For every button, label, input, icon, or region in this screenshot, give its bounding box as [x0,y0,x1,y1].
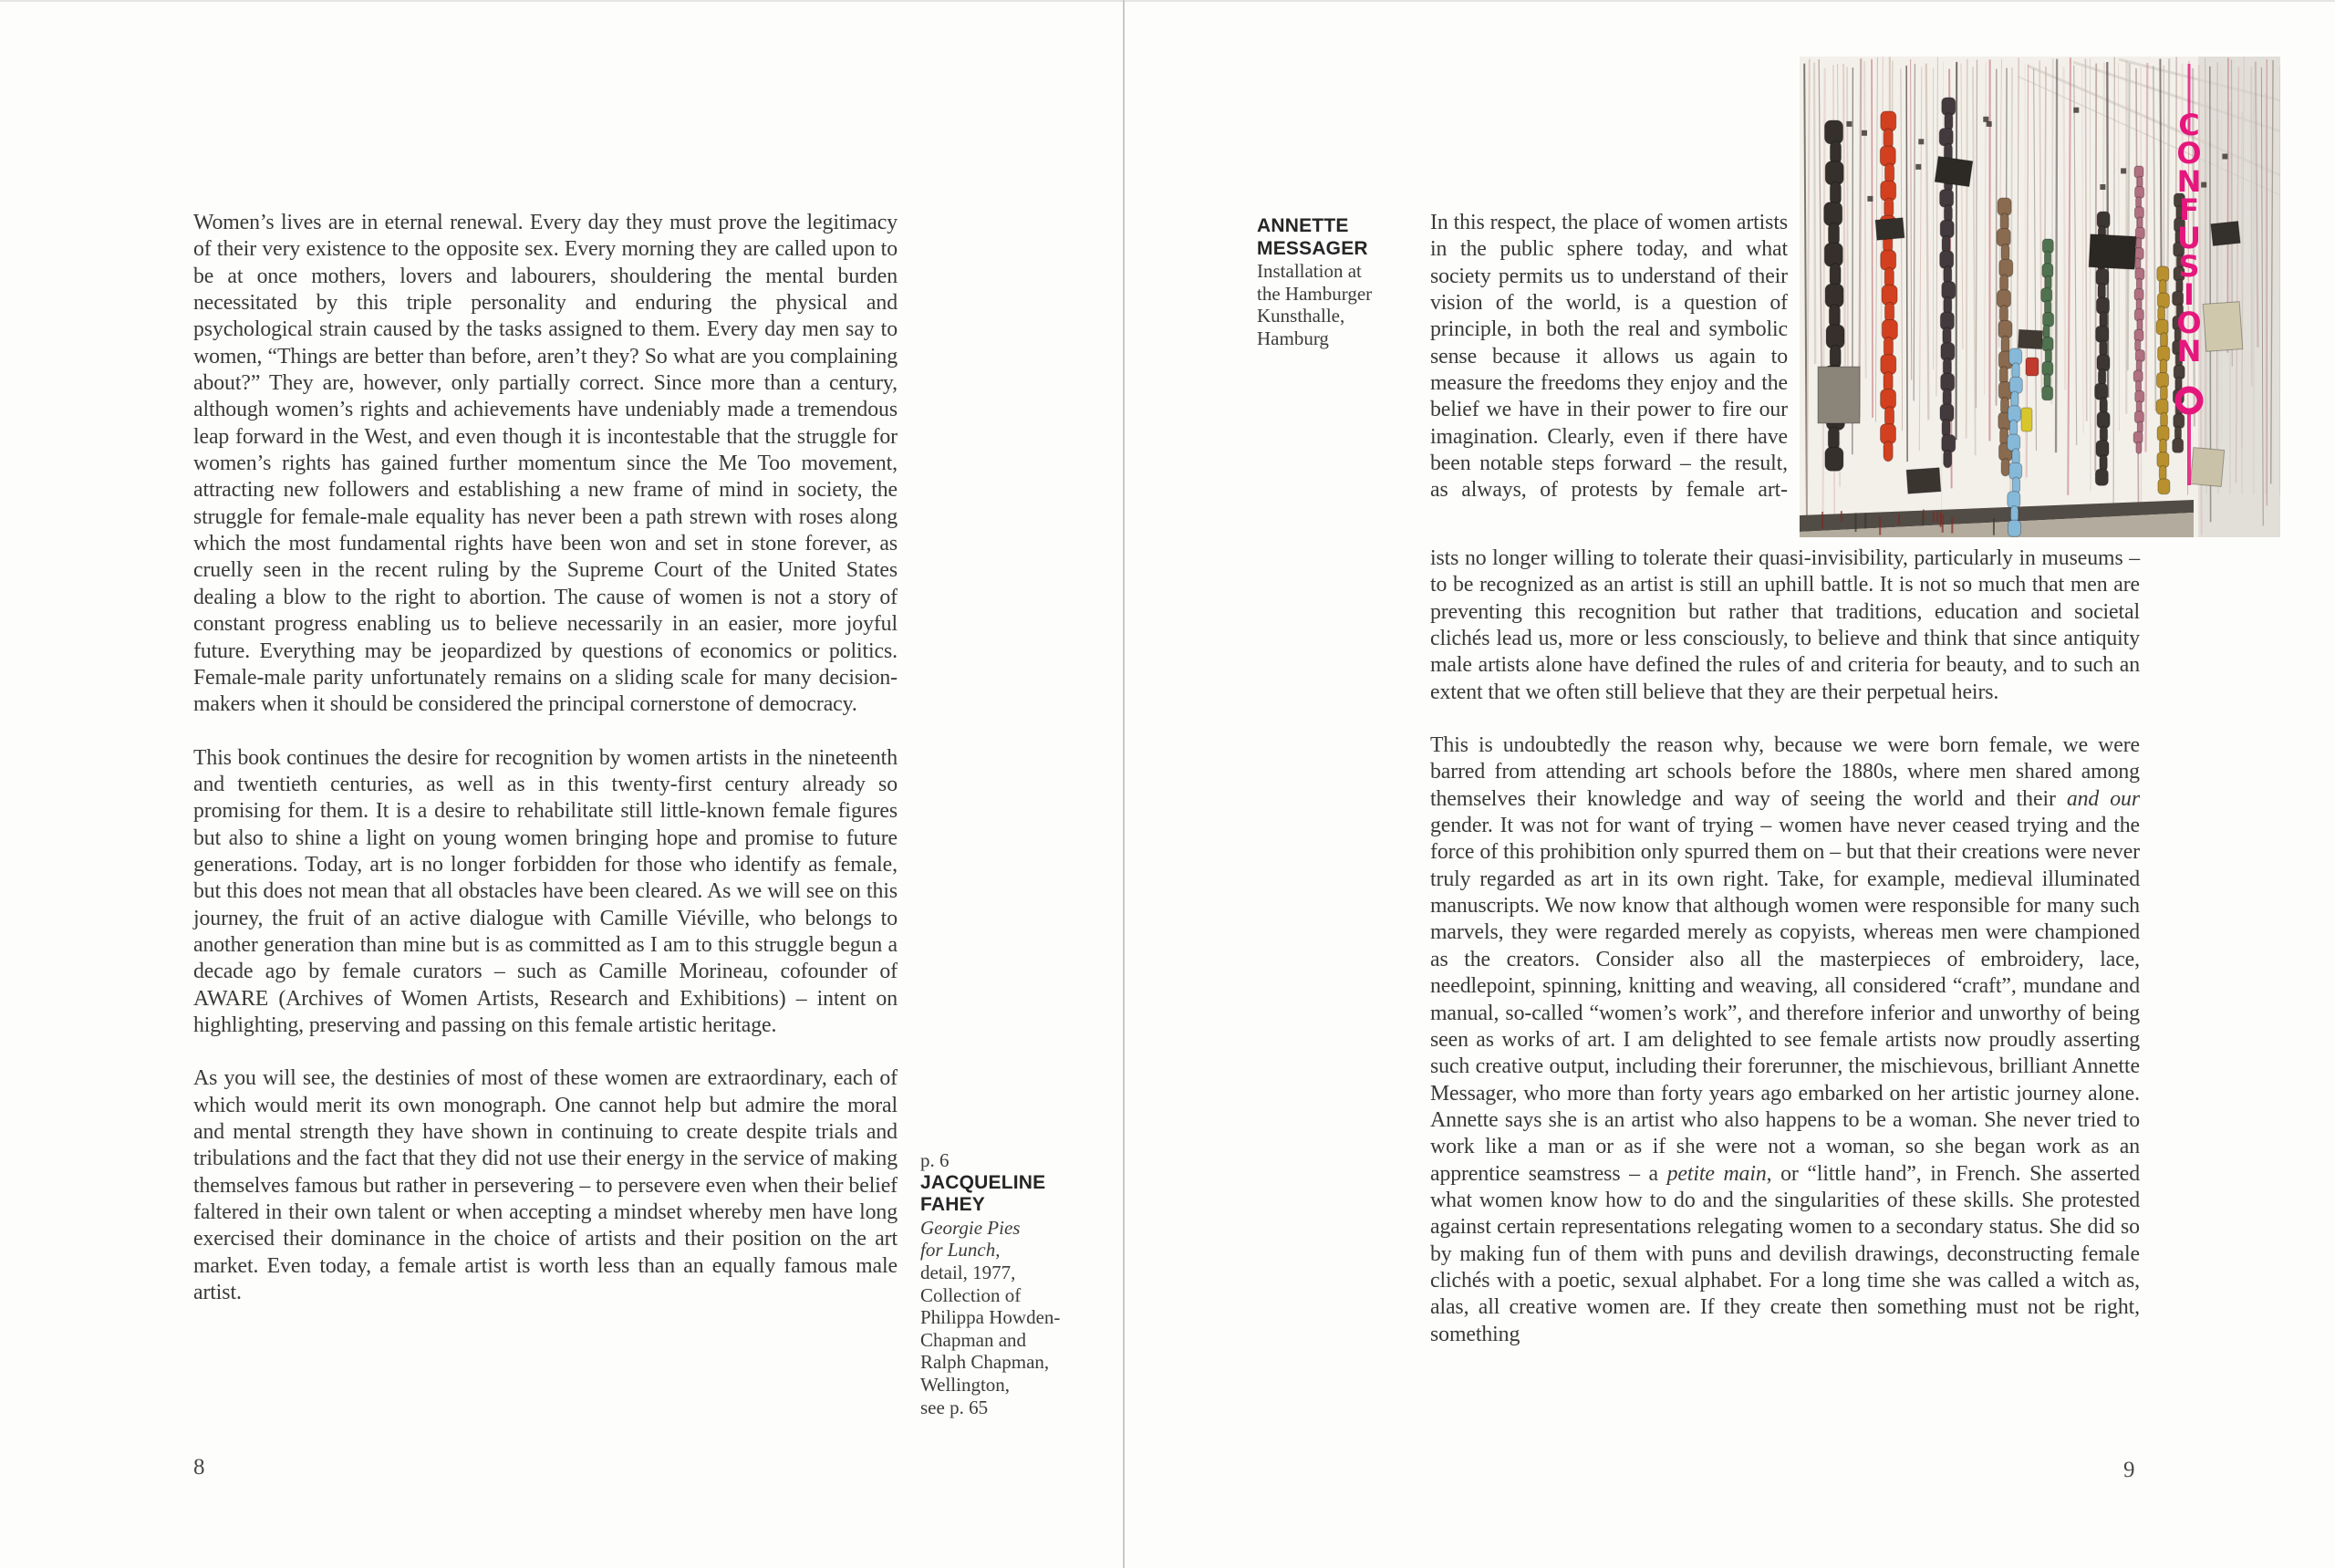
svg-text:N: N [2176,164,2202,199]
artwork-details: detail, 1977, Collection of Philippa Howden- Chapman and Ralph Chapman, Wellington, see p. 65 [920,1261,1061,1418]
body-paragraph: This is undoubtedly the reason why, because we were born female, we were barred from attending art schools before the 1880s, where men shared among themselves their knowledge and way of seeing the world and their and our gender. It was not for want of trying – women have never ceased trying and the force of this prohibition only spurred them on – but that their creations were never truly regarded as art in its own right. Take, for example, medieval illuminated manuscripts. We now know that although women were responsible for many such marvels, they were regarded merely as copyists, whereas men were championed as the creators. Consider also all the masterpieces of embroidery, lace, needlepoint, spinning, knitting and weaving, all considered “craft”, mundane and manual, so-called “women’s work”, and therefore inferior and unworthy of being seen as works of art. I am delighted to see female artists now proudly asserting such creative output, including their forerunner, the mischievous, brilliant Annette Messager, who more than forty years ago embarked on her artistic journey alone. Annette says she is an artist who also happens to be a woman. She never tried to work like a man or as if she were not a woman, so she began work as an apprentice seamstress – a petite main, or “little hand”, in French. She asserted what women know how to do and the singularities of these skills. She protested against certain representations relegating women to a secondary status. She did so by making fun of them with puns and devilish drawings, deconstructing female clichés with a poetic, sexual alphabet. For a long time she was called a witch as, alas, all creative women are. If they create then something must not be right, something [1430,733,2140,1346]
right-page-intro-column: In this respect, the place of women artists in the public sphere today, and what society permits us to understand of their vision of the world, is a question of principle, in both the real and symbolic sense because it allows us again to measure the freedoms they enjoy and the belief we have in their power to fire our imagination. Clearly, even if there have been notable steps forward – the result, as always, of protests by female art- [1430,211,1788,503]
page-gutter-divider [1123,0,1125,1568]
artwork-caption: Installation at the Hamburger Kunsthalle, Hamburg [1257,260,1373,349]
svg-text:O: O [2176,306,2202,340]
artist-name: JACQUELINE FAHEY [920,1171,1046,1216]
svg-text:U: U [2177,221,2201,255]
page-number-right: 9 [2123,1458,2135,1482]
page-top-edge [0,0,2335,2]
artist-name: ANNETTE MESSAGER [1257,215,1368,259]
margin-note-jacqueline-fahey [920,1149,1103,1418]
body-paragraph: ists no longer willing to tolerate their quasi-invisibility, particularly in museums – to be recognized as an artist is still an uphill battle. It is not so much that men are preventing this recognition but rather that traditions, education and societal clichés lead us, more or less consciously, to believe and think that since antiquity male artists alone have defined the rules of and criteria for beauty, and to such an extent that we often still believe that they are their perpetual heirs. [1430,546,2140,704]
margin-note-annette-messager [1257,215,1439,350]
svg-text:I: I [2184,277,2195,312]
svg-text:F: F [2179,192,2199,227]
installation-photo [1800,57,2280,537]
artwork-title: Georgie Pies for Lunch, [920,1216,1021,1262]
body-paragraph: As you will see, the destinies of most of these women are extraordinary, each of which would merit its own monograph. One cannot help but admire the moral and mental strength they have shown in continuing to create despite trials and tribulations and the fact that they did not use their energy in the service of making themselves famous but rather in persevering – to persevere even when their belief faltered in their own talent or when accepting a mindset whereby men have long exercised their dominance in the choice of artists and their position on the art market. Even today, a female artist is worth less than an equally famous male artist. [193,1066,898,1305]
page-number-left: 8 [193,1455,205,1480]
body-paragraph: This book continues the desire for recognition by women artists in the nineteenth and twentieth centuries, as well as in this twenty-first century already so promising for them. It is a desire to rehabilitate still little-known female figures but also to shine a light on young women bringing hope and promise to future generations. Today, art is no longer forbidden for those who identify as female, but this does not mean that all obstacles have been cleared. As we will see on this journey, the fruit of an active dialogue with Camille Viéville, who belongs to another generation than mine but is as committed as I am to this struggle begun a decade ago by female curators – such as Camille Morineau, cofounder of AWARE (Archives of Women Artists, Research and Exhibitions) – intent on highlighting, preserving and passing on this female artistic heritage. [193,745,898,1037]
right-page-body-text [1430,545,2140,1375]
body-paragraph: Women’s lives are in eternal renewal. Every day they must prove the legitimacy of their very existence to the opposite sex. Every morning they are called upon to be at once mothers, lovers and labourers, shouldering the mental burden necessitated by this triple personality and enduring the physical and psychological strain caused by the tasks assigned to them. Every day men say to women, “Things are better than before, aren’t they? So what are you complaining about?” They are, however, only partially correct. Since more than a century, although women’s rights and achievements have undeniably made a tremendous leap forward in the West, and even though it is incontestable that the struggle for women’s rights has gained further momentum since the Me Too movement, attracting new followers and establishing a new frame of mind in society, the struggle for female-male equality has never been a path strewn with roses along which the most fundamental rights have been won and set in stone forever, as cruelly seen in the recent ruling by the Supreme Court of the United States dealing a blow to the right to abortion. The cause of women is not a story of constant progress enabling us to believe necessarily in an easier, more joyful future. Everything may be jeopardized by questions of economics or politics. Female-male parity unfortunately remains on a sliding scale for many decision-makers when it should be considered the principal cornerstone of democracy. [193,211,898,717]
page-reference: p. 6 [920,1149,950,1171]
left-page-body-text [193,210,898,1333]
svg-text:O: O [2176,136,2202,171]
svg-text:N: N [2176,334,2202,369]
svg-text:S: S [2178,249,2200,284]
svg-text:C: C [2178,108,2200,142]
